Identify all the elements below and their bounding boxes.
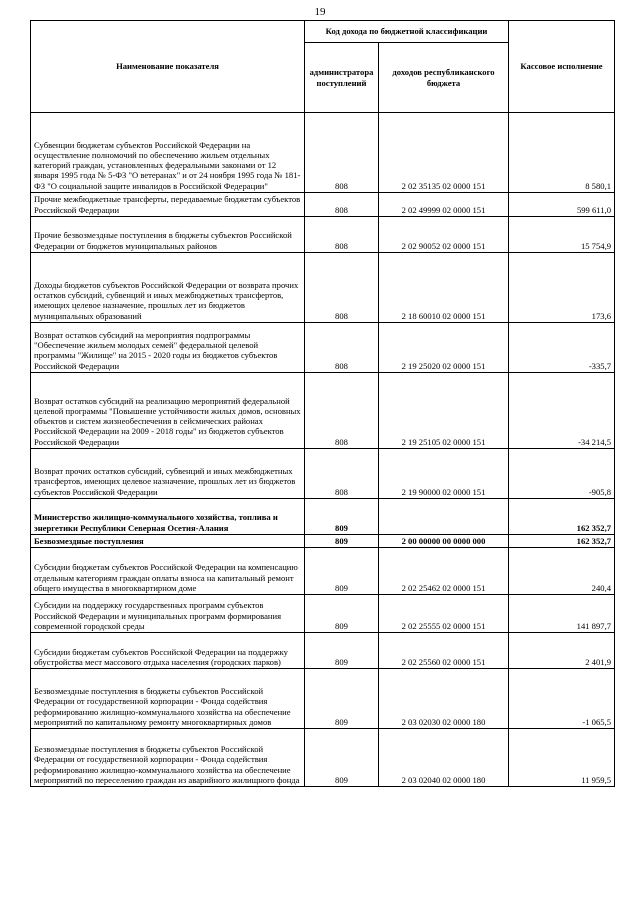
row-admin-code: 808 <box>305 449 379 499</box>
row-amount: -335,7 <box>509 323 615 373</box>
row-amount: 162 352,7 <box>509 535 615 548</box>
table-row <box>31 323 615 373</box>
row-name: Доходы бюджетов субъектов Российской Федерации от возврата прочих остатков субсидий, субвенций и иных межбюджетных трансфертов, имеющих целевое назначение, прошлых лет из бюджетов муниципальных образований <box>31 253 305 323</box>
row-income-code: 2 02 35135 02 0000 151 <box>379 113 509 193</box>
table-row <box>31 499 615 535</box>
table-body <box>31 113 615 787</box>
row-name: Возврат остатков субсидий на мероприятия подпрограммы "Обеспечение жильем молодых семей" федеральной целевой программы "Жилище" на 2015 - 2020 годы из бюджетов субъектов Российской Федерации <box>31 323 305 373</box>
row-income-code: 2 02 90052 02 0000 151 <box>379 217 509 253</box>
row-income-code: 2 19 25105 02 0000 151 <box>379 373 509 449</box>
row-name: Безвозмездные поступления <box>31 535 305 548</box>
table-row <box>31 633 615 669</box>
row-income-code: 2 03 02040 02 0000 180 <box>379 729 509 787</box>
row-income-code: 2 02 49999 02 0000 151 <box>379 193 509 217</box>
page-number: 19 <box>314 6 326 18</box>
budget-income-table <box>30 20 615 787</box>
row-income-code: 2 02 25462 02 0000 151 <box>379 548 509 595</box>
row-name: Субсидии бюджетам субъектов Российской Федерации на поддержку обустройства мест массового отдыха населения (городских парков) <box>31 633 305 669</box>
row-admin-code: 808 <box>305 217 379 253</box>
row-admin-code: 809 <box>305 548 379 595</box>
row-admin-code: 808 <box>305 323 379 373</box>
row-name: Прочие межбюджетные трансферты, передаваемые бюджетам субъектов Российской Федерации <box>31 193 305 217</box>
row-amount: 173,6 <box>509 253 615 323</box>
row-admin-code: 809 <box>305 669 379 729</box>
row-amount: -905,8 <box>509 449 615 499</box>
table-row <box>31 217 615 253</box>
header-name: Наименование показателя <box>31 21 305 113</box>
table-header <box>31 21 615 113</box>
table-row <box>31 113 615 193</box>
row-income-code: 2 02 25555 02 0000 151 <box>379 595 509 633</box>
row-amount: 11 959,5 <box>509 729 615 787</box>
table-row <box>31 595 615 633</box>
row-income-code: 2 19 90000 02 0000 151 <box>379 449 509 499</box>
row-amount: -34 214,5 <box>509 373 615 449</box>
header-income-code: доходов республиканского бюджета <box>379 43 509 113</box>
row-admin-code: 809 <box>305 595 379 633</box>
row-income-code <box>379 499 509 535</box>
table-row <box>31 193 615 217</box>
row-name: Субсидии бюджетам субъектов Российской Федерации на компенсацию отдельным категориям граждан оплаты взноса на капитальный ремонт общего имущества в многоквартирном доме <box>31 548 305 595</box>
row-admin-code: 809 <box>305 633 379 669</box>
header-admin: администратора поступлений <box>305 43 379 113</box>
row-amount: -1 065,5 <box>509 669 615 729</box>
row-amount: 240,4 <box>509 548 615 595</box>
table-row <box>31 548 615 595</box>
row-amount: 2 401,9 <box>509 633 615 669</box>
table-row <box>31 373 615 449</box>
row-name: Субвенции бюджетам субъектов Российской Федерации на осуществление полномочий по обеспечению жильем отдельных категорий граждан, установленных федеральными законами от 12 января 1995 года № 5-ФЗ "О ветеранах" и от 24 ноября 1995 года № 181-ФЗ "О социальной защите инвалидов в Российской Федерации" <box>31 113 305 193</box>
row-admin-code: 809 <box>305 535 379 548</box>
row-income-code: 2 00 00000 00 0000 000 <box>379 535 509 548</box>
row-amount: 141 897,7 <box>509 595 615 633</box>
row-income-code: 2 19 25020 02 0000 151 <box>379 323 509 373</box>
row-admin-code: 808 <box>305 373 379 449</box>
row-amount: 599 611,0 <box>509 193 615 217</box>
row-name: Субсидии на поддержку государственных программ субъектов Российской Федерации и муниципальных программ формирования современной городской среды <box>31 595 305 633</box>
table-row <box>31 449 615 499</box>
header-code-group: Код дохода по бюджетной классификации <box>305 21 509 43</box>
row-name: Возврат остатков субсидий на реализацию мероприятий федеральной целевой программы "Повышение устойчивости жилых домов, основных объектов и систем жизнеобеспечения в сейсмических районах Российской Федерации на 2009 - 2018 годы" из бюджетов субъектов Российской Федерации <box>31 373 305 449</box>
row-admin-code: 808 <box>305 253 379 323</box>
row-amount: 162 352,7 <box>509 499 615 535</box>
row-name: Министерство жилищно-коммунального хозяйства, топлива и энергетики Республики Северная Осетия-Алания <box>31 499 305 535</box>
row-admin-code: 809 <box>305 499 379 535</box>
row-income-code: 2 18 60010 02 0000 151 <box>379 253 509 323</box>
row-name: Безвозмездные поступления в бюджеты субъектов Российской Федерации от государственной корпорации - Фонда содействия реформированию жилищно-коммунального хозяйства на обеспечение мероприятий по капитальному ремонту многоквартирных домов <box>31 669 305 729</box>
table-row <box>31 669 615 729</box>
row-name: Возврат прочих остатков субсидий, субвенций и иных межбюджетных трансфертов, имеющих целевое назначение, прошлых лет из бюджетов субъектов Российской Федерации <box>31 449 305 499</box>
row-income-code: 2 03 02030 02 0000 180 <box>379 669 509 729</box>
row-amount: 15 754,9 <box>509 217 615 253</box>
row-amount: 8 580,1 <box>509 113 615 193</box>
row-admin-code: 808 <box>305 113 379 193</box>
row-admin-code: 808 <box>305 193 379 217</box>
table-row <box>31 535 615 548</box>
row-name: Безвозмездные поступления в бюджеты субъектов Российской Федерации от государственной корпорации - Фонда содействия реформированию жилищно-коммунального хозяйства на обеспечение мероприятий по переселению граждан из аварийного жилищного фонда <box>31 729 305 787</box>
row-income-code: 2 02 25560 02 0000 151 <box>379 633 509 669</box>
header-amount: Кассовое исполнение <box>509 21 615 113</box>
row-name: Прочие безвозмездные поступления в бюджеты субъектов Российской Федерации от бюджетов муниципальных районов <box>31 217 305 253</box>
row-admin-code: 809 <box>305 729 379 787</box>
table-row <box>31 729 615 787</box>
table-row <box>31 253 615 323</box>
